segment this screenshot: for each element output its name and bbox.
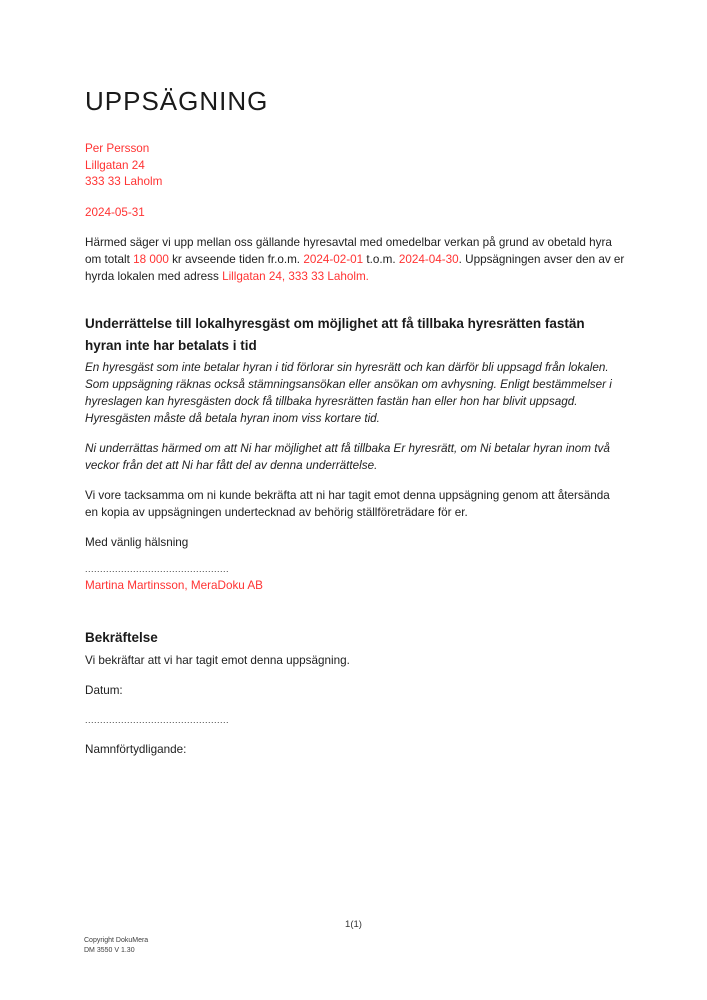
recipient-address-block bbox=[85, 141, 625, 191]
notice-paragraph-2: Ni underrättas härmed om att Ni har möjlighet att få tillbaka Er hyresrätt, om Ni betalar hyran inom två veckor från det att Ni har fått del av denna underrättelse. bbox=[85, 442, 610, 472]
document-content bbox=[85, 86, 625, 758]
confirmation-heading: Bekräftelse bbox=[85, 630, 158, 645]
recipient-postal-city: 333 33 Laholm bbox=[85, 175, 163, 188]
notice-heading: Underrättelse till lokalhyresgäst om möjlighet att få tillbaka hyresrätten fastän hyran inte har betalats i tid bbox=[85, 316, 585, 353]
recipient-street: Lillgatan 24 bbox=[85, 158, 145, 172]
document-date: 2024-05-31 bbox=[85, 205, 145, 219]
signature-line: ................................................ bbox=[85, 564, 230, 574]
intro-text-4: . Uppsägningen avser den av er hyrda lokalen med adress bbox=[85, 253, 625, 283]
unpaid-rent-amount: 18 000 bbox=[133, 253, 169, 266]
page-number: 1(1) bbox=[345, 919, 362, 930]
intro-paragraph bbox=[85, 234, 625, 285]
date-label: Datum: bbox=[85, 684, 123, 697]
intro-text-1: Härmed säger vi upp mellan oss gällande hyresavtal med omedelbar verkan på grund av obetald hyra om totalt bbox=[85, 236, 612, 266]
footer-copyright-block bbox=[84, 936, 148, 956]
recipient-name: Per Persson bbox=[85, 142, 150, 155]
intro-text-3: t.o.m. bbox=[363, 253, 399, 266]
document-version: DM 3550 V 1.30 bbox=[84, 947, 135, 954]
premises-address: Lillgatan 24, 333 33 Laholm. bbox=[222, 270, 369, 283]
request-paragraph: Vi vore tacksamma om ni kunde bekräfta att ni har tagit emot denna uppsägning genom att återsända en kopia av uppsägningen undertecknad av behörig ställföreträdare för er. bbox=[85, 489, 610, 519]
period-start-date: 2024-02-01 bbox=[303, 253, 364, 266]
notice-paragraph-1: En hyresgäst som inte betalar hyran i tid förlorar sin hyresrätt och kan därför bli uppsagd från lokalen. Som uppsägning räknas också stämningsansökan eller ansökan om avhysning. Enligt bestämmelser i hyreslagen kan hyresgästen dock få tillbaka hyresrätten fastän han eller hon har blivit uppsagd. Hyresgästen måste då betala hyran inom viss kortare tid. bbox=[85, 361, 612, 425]
signatory-name: Martina Martinsson, MeraDoku AB bbox=[85, 579, 263, 592]
document-title: UPPSÄGNING bbox=[85, 86, 269, 116]
period-end-date: 2024-04-30 bbox=[398, 253, 459, 266]
confirmation-signature-line: ................................................ bbox=[85, 715, 230, 725]
name-clarification-label: Namnförtydligande: bbox=[85, 743, 187, 756]
confirmation-text: Vi bekräftar att vi har tagit emot denna uppsägning. bbox=[85, 654, 350, 667]
closing-phrase: Med vänlig hälsning bbox=[85, 536, 189, 549]
intro-text-2: kr avseende tiden fr.o.m. bbox=[168, 253, 304, 266]
copyright-text: Copyright DokuMera bbox=[84, 937, 149, 944]
